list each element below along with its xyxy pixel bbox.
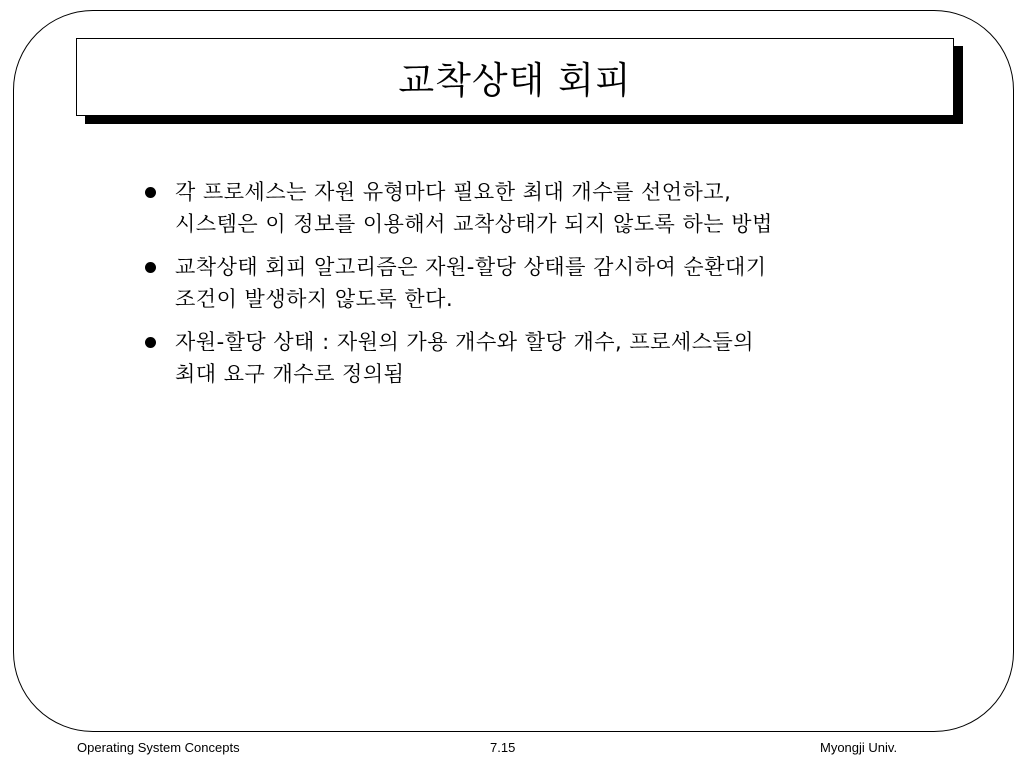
footer-university: Myongji Univ. — [820, 740, 898, 755]
bullet-dot-icon — [145, 262, 156, 273]
bullet-line: 최대 요구 개수로 정의됨 — [175, 362, 405, 386]
footer-course-name: Operating System Concepts — [77, 740, 240, 755]
page-title: 교착상태 회피 — [398, 59, 632, 102]
bullet-dot-icon — [145, 337, 156, 348]
bullet-line: 자원-할당 상태 : 자원의 가용 개수와 할당 개수, 프로세스들의 — [175, 330, 755, 354]
bullet-item — [145, 176, 925, 240]
bullet-item — [145, 251, 925, 315]
bullet-list — [145, 176, 925, 401]
title-box — [76, 38, 954, 116]
bullet-line: 조건이 발생하지 않도록 한다. — [175, 287, 454, 311]
bullet-line: 교착상태 회피 알고리즘은 자원-할당 상태를 감시하여 순환대기 — [175, 255, 767, 279]
bullet-line: 시스템은 이 정보를 이용해서 교착상태가 되지 않도록 하는 방법 — [175, 212, 773, 236]
bullet-line: 각 프로세스는 자원 유형마다 필요한 최대 개수를 선언하고, — [175, 180, 732, 204]
bullet-dot-icon — [145, 187, 156, 198]
footer-page-number: 7.15 — [490, 740, 516, 755]
bullet-item — [145, 326, 925, 390]
